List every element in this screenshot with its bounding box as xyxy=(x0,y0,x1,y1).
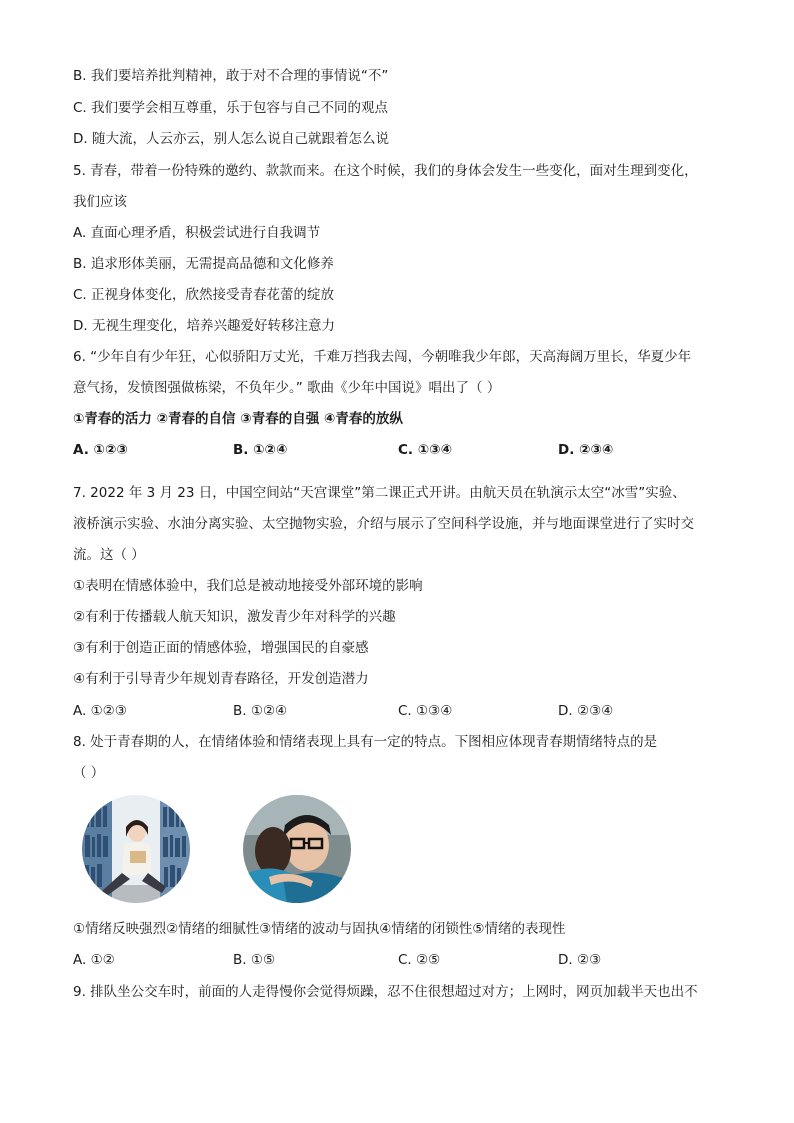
q8-option-a: A. ①② xyxy=(73,952,115,968)
q7-item-1: ①表明在情感体验中，我们总是被动地接受外部环境的影响 xyxy=(73,578,423,594)
q5-stem-line1: 5. 青春，带着一份特殊的邀约、款款而来。在这个时候，我们的身体会发生一些变化，面对生理到变化， xyxy=(73,163,698,179)
q5-option-b: B. 追求形体美丽，无需提高品德和文化修养 xyxy=(73,256,334,272)
q7-stem-line2: 液桥演示实验、水油分离实验、太空抛物实验，介绍与展示了空间科学设施，并与地面课堂进行了实时交 xyxy=(73,516,694,532)
q7-options xyxy=(73,702,733,720)
q7-option-a: A. ①②③ xyxy=(73,703,127,719)
q8-images xyxy=(82,795,372,905)
q6-items: ①青春的活力 ②青春的自信 ③青春的自强 ④青春的放纵 xyxy=(73,411,403,427)
q5-option-d: D. 无视生理变化，培养兴趣爱好转移注意力 xyxy=(73,318,335,334)
q6-option-d: D. ②③④ xyxy=(558,442,614,458)
q4-option-c: C. 我们要学会相互尊重，乐于包容与自己不同的观点 xyxy=(73,100,389,116)
q8-items: ①情绪反映强烈②情绪的细腻性③情绪的波动与固执④情绪的闭锁性⑤情绪的表现性 xyxy=(73,921,566,937)
q7-item-3: ③有利于创造正面的情感体验，增强国民的自豪感 xyxy=(73,640,369,656)
q7-item-4: ④有利于引导青少年规划青春路径，开发创造潜力 xyxy=(73,671,369,687)
library-reading-photo xyxy=(82,795,190,903)
q7-stem-line1: 7. 2022 年 3 月 23 日，中国空间站“天宫课堂”第二课正式开讲。由航天员在轨演示太空“冰雪”实验、 xyxy=(73,485,686,501)
q7-option-d: D. ②③④ xyxy=(558,703,614,719)
q8-stem-line1: 8. 处于青春期的人，在情绪体验和情绪表现上具有一定的特点。下图相应体现青春期情绪特点的是 xyxy=(73,734,658,750)
q4-option-d: D. 随大流，人云亦云，别人怎么说自己就跟着怎么说 xyxy=(73,131,389,147)
hugging-students-photo xyxy=(243,795,351,903)
q5-option-a: A. 直面心理矛盾，积极尝试进行自我调节 xyxy=(73,225,321,241)
q6-stem-line1: 6. “少年自有少年狂，心似骄阳万丈光，千难万挡我去闯，今朝唯我少年郎，天高海阔万里长，华夏少年 xyxy=(73,349,692,365)
q8-option-d: D. ②③ xyxy=(558,952,602,968)
q8-options xyxy=(73,951,733,969)
q8-option-b: B. ①⑤ xyxy=(233,952,276,968)
q5-stem-line2: 我们应该 xyxy=(73,194,127,210)
q7-item-2: ②有利于传播载人航天知识，激发青少年对科学的兴趣 xyxy=(73,609,396,625)
q6-stem-line2: 意气扬，发愤图强做栋梁，不负年少。” 歌曲《少年中国说》唱出了（ ） xyxy=(73,380,501,396)
q8-option-c: C. ②⑤ xyxy=(398,952,441,968)
q7-option-b: B. ①②④ xyxy=(233,703,288,719)
q6-options xyxy=(73,441,733,459)
q6-option-c: C. ①③④ xyxy=(398,442,453,458)
q7-stem-line3: 流。这（ ） xyxy=(73,547,145,563)
q5-option-c: C. 正视身体变化，欣然接受青春花蕾的绽放 xyxy=(73,287,335,303)
q7-option-c: C. ①③④ xyxy=(398,703,453,719)
q6-option-a: A. ①②③ xyxy=(73,442,128,458)
q8-stem-line2: （ ） xyxy=(73,765,105,781)
q9-stem-line1: 9. 排队坐公交车时，前面的人走得慢你会觉得烦躁，忍不住很想超过对方；上网时，网页加载半天也出不 xyxy=(73,984,698,1000)
q6-option-b: B. ①②④ xyxy=(233,442,288,458)
q4-option-b: B. 我们要培养批判精神，敢于对不合理的事情说“不” xyxy=(73,68,389,84)
